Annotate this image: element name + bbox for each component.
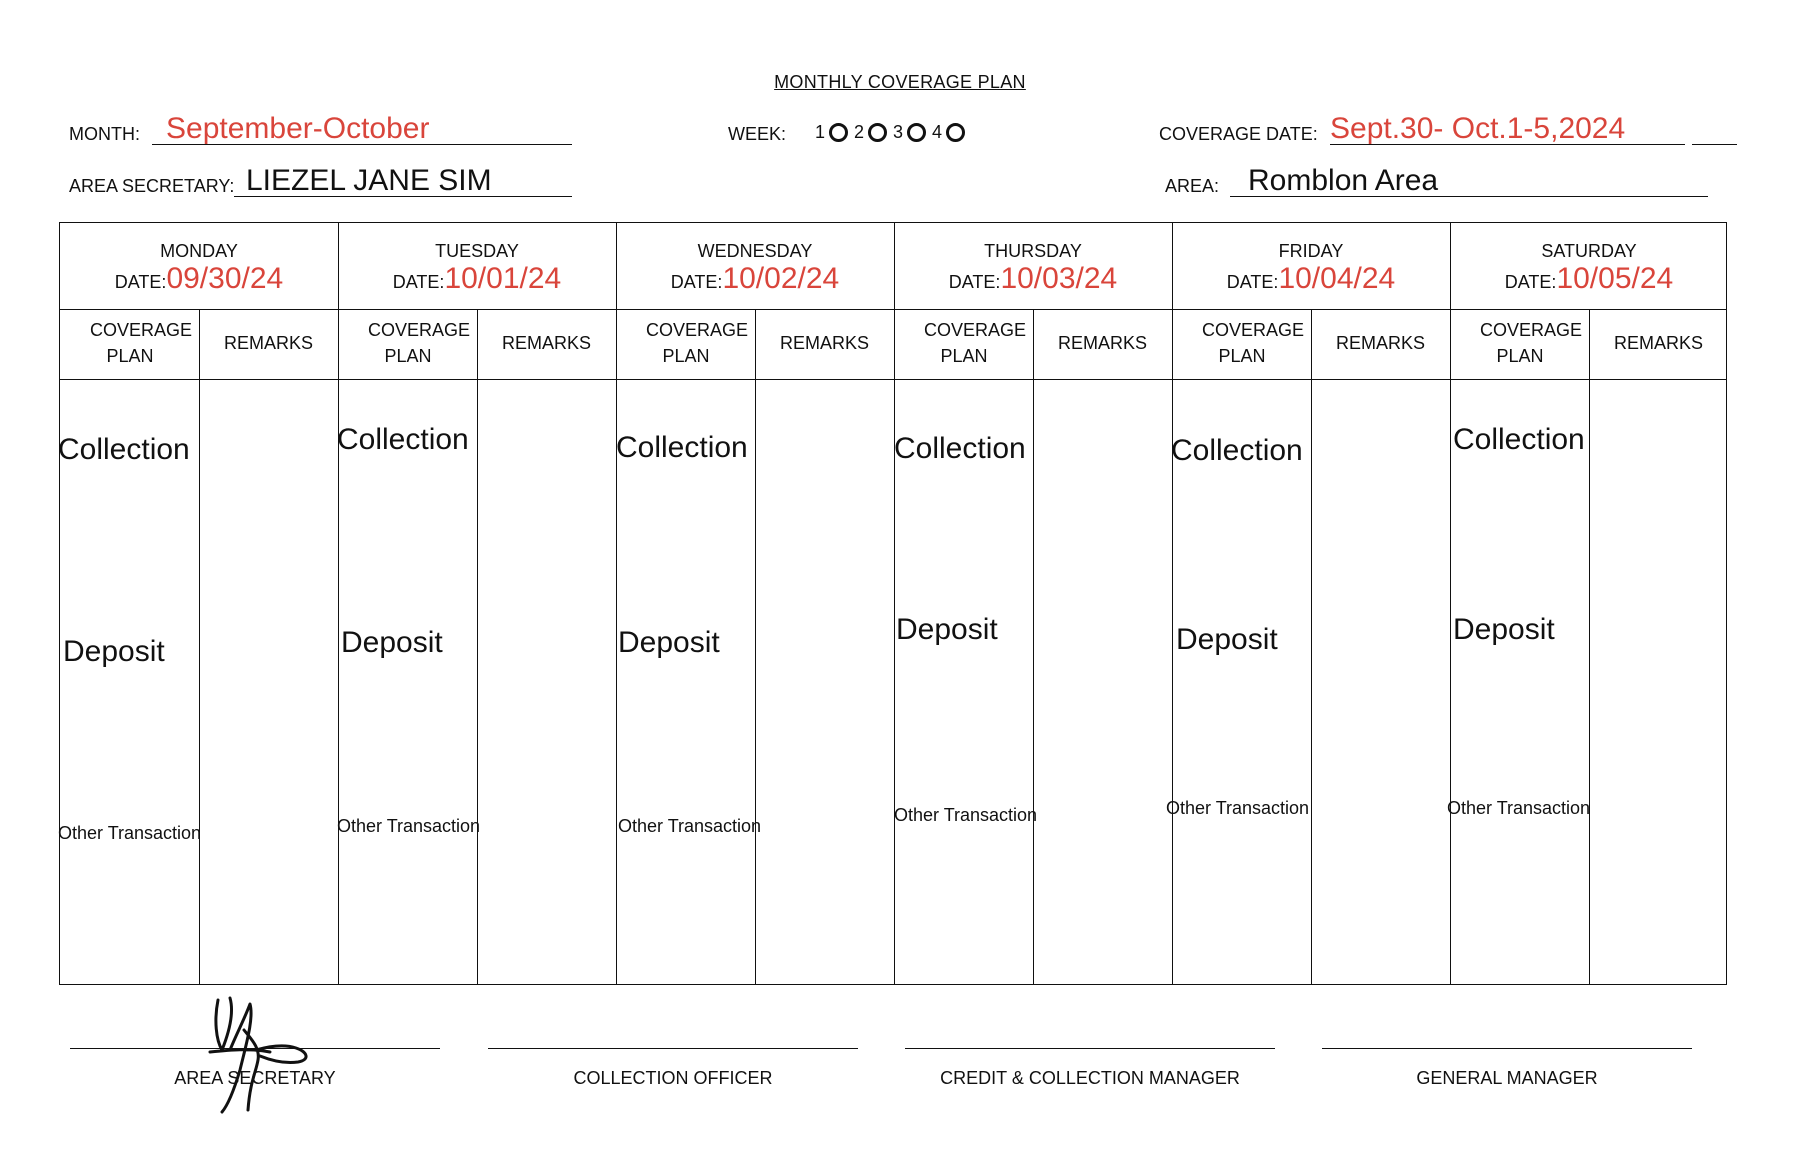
day-header-tuesday: TUESDAY DATE:10/01/24 — [392, 241, 562, 295]
area-field[interactable] — [1230, 164, 1708, 197]
column-divider — [477, 309, 478, 984]
coverage-plan-header: COVERAGE PLAN — [924, 320, 1027, 366]
day-header-wednesday: WEDNESDAY DATE:10/02/24 — [670, 241, 840, 295]
plan-entry: Collection — [1453, 423, 1585, 456]
day-date-value: 10/01/24 — [444, 262, 562, 295]
plan-entry: Other Transaction — [337, 816, 481, 836]
signature-line — [905, 1048, 1275, 1049]
area-secretary-label: AREA SECRETARY: — [69, 176, 235, 196]
coverage-plan-header: COVERAGE PLAN — [646, 320, 749, 366]
day-date-value: 10/03/24 — [1000, 262, 1118, 295]
coverage-date-field[interactable] — [1330, 112, 1685, 145]
area-secretary-field[interactable] — [234, 164, 572, 197]
radio-circle-icon — [868, 123, 887, 142]
form-title: MONTHLY COVERAGE PLAN — [774, 72, 1026, 92]
coverage-plan-header: COVERAGE PLAN — [90, 320, 193, 366]
plan-entry: Collection — [894, 432, 1026, 465]
area-secretary-value: LIEZEL JANE SIM — [246, 164, 492, 197]
coverage-date-label: COVERAGE DATE: — [1159, 124, 1318, 144]
radio-circle-icon — [946, 123, 965, 142]
coverage-table — [59, 222, 1727, 985]
week-option-2[interactable]: 2 — [854, 122, 887, 143]
plan-entry: Deposit — [618, 626, 720, 659]
month-value: September-October — [166, 112, 430, 145]
column-divider — [1589, 309, 1590, 984]
day-divider — [894, 223, 895, 984]
area-label: AREA: — [1165, 176, 1220, 196]
plan-entry: Other Transaction — [1166, 798, 1310, 818]
remarks-header: REMARKS — [501, 333, 591, 353]
plan-entry: Other Transaction — [1447, 798, 1591, 818]
signature-line — [488, 1048, 858, 1049]
day-date-value: 10/02/24 — [722, 262, 840, 295]
day-divider — [1450, 223, 1451, 984]
radio-circle-icon — [907, 123, 926, 142]
plan-entry: Collection — [1171, 434, 1303, 467]
day-header-saturday: SATURDAY DATE:10/05/24 — [1504, 241, 1674, 295]
day-header-monday: MONDAY DATE:09/30/24 — [114, 241, 284, 295]
coverage-plan-header: COVERAGE PLAN — [1480, 320, 1583, 366]
coverage-plan-header: COVERAGE PLAN — [1202, 320, 1305, 366]
plan-entry: Deposit — [1453, 613, 1555, 646]
collection-officer-signature-label: COLLECTION OFFICER — [573, 1068, 773, 1088]
plan-entry: Other Transaction — [58, 823, 202, 843]
week-option-1[interactable]: 1 — [815, 122, 848, 143]
day-header-friday: FRIDAY DATE:10/04/24 — [1226, 241, 1396, 295]
plan-entry: Other Transaction — [894, 805, 1038, 825]
subheader-divider — [60, 379, 1726, 380]
week-option-4[interactable]: 4 — [932, 122, 965, 143]
day-date-value: 10/05/24 — [1556, 262, 1674, 295]
coverage-date-value: Sept.30- Oct.1-5,2024 — [1330, 112, 1626, 145]
remarks-header: REMARKS — [1057, 333, 1147, 353]
plan-entry: Deposit — [341, 626, 443, 659]
week-label: WEEK: — [728, 124, 787, 144]
day-date-value: 10/04/24 — [1278, 262, 1396, 295]
remarks-header: REMARKS — [1335, 333, 1425, 353]
area-secretary-signature-label: AREA SECRETARY — [174, 1068, 336, 1088]
week-option-3[interactable]: 3 — [893, 122, 926, 143]
remarks-header: REMARKS — [223, 333, 313, 353]
plan-entry: Collection — [58, 433, 190, 466]
month-label: MONTH: — [69, 124, 140, 144]
week-options — [815, 122, 971, 143]
plan-entry: Deposit — [63, 635, 165, 668]
plan-entry: Collection — [616, 431, 748, 464]
signature-line — [1322, 1048, 1692, 1049]
day-date-value: 09/30/24 — [166, 262, 284, 295]
coverage-plan-header: COVERAGE PLAN — [368, 320, 471, 366]
area-value: Romblon Area — [1248, 164, 1439, 197]
column-divider — [755, 309, 756, 984]
column-divider — [199, 309, 200, 984]
remarks-header: REMARKS — [1613, 333, 1703, 353]
handwritten-signature — [200, 990, 320, 1120]
plan-entry: Other Transaction — [618, 816, 762, 836]
header-divider — [60, 309, 1726, 310]
column-divider — [1033, 309, 1034, 984]
day-divider — [616, 223, 617, 984]
coverage-date-extra-line — [1692, 112, 1737, 145]
day-divider — [1172, 223, 1173, 984]
credit-collection-manager-signature-label: CREDIT & COLLECTION MANAGER — [940, 1068, 1240, 1088]
radio-circle-icon — [829, 123, 848, 142]
plan-entry: Deposit — [1176, 623, 1278, 656]
day-divider — [338, 223, 339, 984]
plan-entry: Deposit — [896, 613, 998, 646]
remarks-header: REMARKS — [779, 333, 869, 353]
general-manager-signature-label: GENERAL MANAGER — [1416, 1068, 1598, 1088]
day-header-thursday: THURSDAY DATE:10/03/24 — [948, 241, 1118, 295]
month-field[interactable] — [152, 112, 572, 145]
plan-entry: Collection — [337, 423, 469, 456]
column-divider — [1311, 309, 1312, 984]
